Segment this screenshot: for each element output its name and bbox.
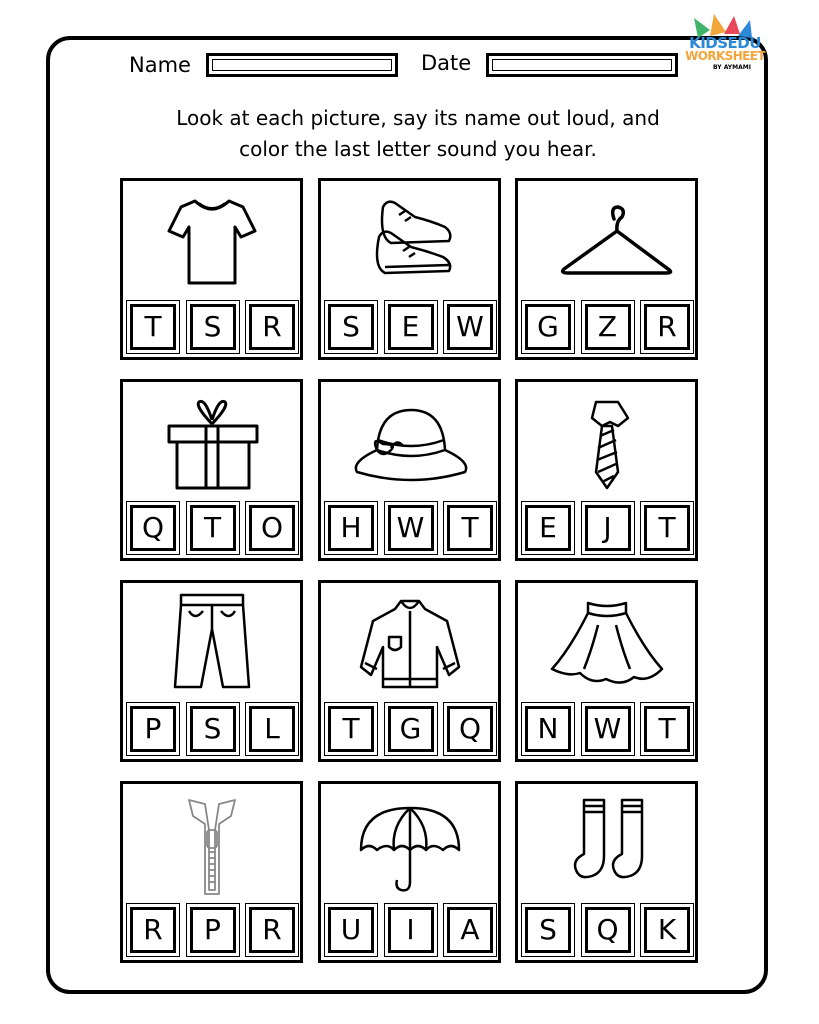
picture-card <box>515 379 698 561</box>
letter-choices <box>525 505 690 553</box>
letter-box[interactable] <box>249 706 295 752</box>
letter-choices <box>328 706 493 754</box>
picture-card <box>120 781 303 963</box>
letter-label: P <box>144 712 162 745</box>
letter-box[interactable] <box>525 304 571 350</box>
letter-box[interactable] <box>644 706 690 752</box>
letter-box[interactable] <box>644 907 690 953</box>
letter-box[interactable] <box>388 907 434 953</box>
logo-byline: BY AYMAMI <box>713 64 751 71</box>
letter-box[interactable] <box>130 706 176 752</box>
t-shirt-icon <box>123 187 300 295</box>
letter-choices <box>525 706 690 754</box>
sneakers-icon <box>321 187 498 295</box>
letter-label: G <box>399 712 422 745</box>
letter-label: S <box>342 310 360 343</box>
letter-label: J <box>603 511 612 544</box>
letter-label: T <box>658 712 676 745</box>
letter-box[interactable] <box>585 505 631 551</box>
letter-box[interactable] <box>525 706 571 752</box>
pants-icon <box>123 589 300 697</box>
hanger-icon <box>518 187 695 295</box>
gift-icon <box>123 388 300 496</box>
letter-label: O <box>260 511 284 544</box>
letter-label: S <box>539 913 557 946</box>
logo-line1: KIDSEDU <box>689 34 761 52</box>
letter-label: U <box>340 913 362 946</box>
picture-card <box>120 178 303 360</box>
logo-line2: WORKSHEET <box>685 49 765 63</box>
letter-label: Q <box>596 913 619 946</box>
letter-label: G <box>537 310 559 343</box>
letter-box[interactable] <box>525 907 571 953</box>
letter-box[interactable] <box>585 706 631 752</box>
letter-choices <box>130 304 295 352</box>
jacket-icon <box>321 589 498 697</box>
tie-icon <box>518 388 695 496</box>
letter-label: Q <box>458 712 482 745</box>
instructions: Look at each picture, say its name out loud, and color the last letter sound you hear. <box>176 106 660 161</box>
letter-box[interactable] <box>249 907 295 953</box>
letter-label: T <box>461 511 479 544</box>
letter-label: T <box>203 511 222 544</box>
date-field[interactable] <box>486 53 678 77</box>
letter-box[interactable] <box>388 304 434 350</box>
letter-label: R <box>262 913 282 946</box>
letter-box[interactable] <box>447 907 493 953</box>
letter-box[interactable] <box>447 706 493 752</box>
letter-box[interactable] <box>328 505 374 551</box>
letter-label: W <box>396 511 425 544</box>
letter-box[interactable] <box>328 304 374 350</box>
letter-box[interactable] <box>190 907 236 953</box>
letter-label: Q <box>141 511 165 544</box>
letter-label: W <box>456 310 484 343</box>
picture-card <box>318 379 501 561</box>
letter-box[interactable] <box>447 505 493 551</box>
letter-label: T <box>342 712 360 745</box>
letter-label: N <box>537 712 559 745</box>
letter-label: T <box>658 511 676 544</box>
letter-choices <box>525 304 690 352</box>
letter-choices <box>328 505 493 553</box>
skirt-icon <box>518 589 695 697</box>
letter-label: E <box>539 511 557 544</box>
letter-label: Z <box>597 310 618 343</box>
letter-choices <box>130 505 295 553</box>
letter-box[interactable] <box>585 907 631 953</box>
letter-box[interactable] <box>249 304 295 350</box>
letter-box[interactable] <box>388 505 434 551</box>
letter-box[interactable] <box>388 706 434 752</box>
letter-choices <box>328 907 493 955</box>
letter-box[interactable] <box>130 505 176 551</box>
letter-label: P <box>204 913 221 946</box>
letter-box[interactable] <box>447 304 493 350</box>
letter-label: S <box>203 310 222 343</box>
letter-box[interactable] <box>525 505 571 551</box>
hat-icon <box>321 388 498 496</box>
date-label: Date <box>421 51 472 75</box>
letter-label: R <box>657 310 677 343</box>
letter-label: K <box>657 913 677 946</box>
name-field[interactable] <box>206 53 398 77</box>
letter-label: W <box>593 712 622 745</box>
letter-box[interactable] <box>644 505 690 551</box>
letter-label: H <box>340 511 362 544</box>
letter-label: A <box>460 913 480 946</box>
letter-choices <box>328 304 493 352</box>
letter-box[interactable] <box>328 706 374 752</box>
letter-box[interactable] <box>190 304 236 350</box>
letter-box[interactable] <box>249 505 295 551</box>
letter-choices <box>130 907 295 955</box>
letter-label: I <box>406 913 415 946</box>
letter-box[interactable] <box>190 505 236 551</box>
picture-card <box>318 781 501 963</box>
letter-box[interactable] <box>130 304 176 350</box>
picture-card <box>120 379 303 561</box>
letter-box[interactable] <box>328 907 374 953</box>
letter-label: S <box>203 712 222 745</box>
letter-label: T <box>144 310 162 343</box>
letter-label: L <box>264 712 280 745</box>
picture-card <box>515 781 698 963</box>
socks-icon <box>518 790 695 898</box>
kidsedu-logo <box>684 12 766 80</box>
letter-choices <box>525 907 690 955</box>
letter-label: R <box>262 310 282 343</box>
letter-label: E <box>401 310 420 343</box>
picture-card <box>318 178 501 360</box>
letter-label: R <box>143 913 163 946</box>
letter-box[interactable] <box>130 907 176 953</box>
umbrella-icon <box>321 790 498 898</box>
name-label: Name <box>129 53 191 77</box>
letter-box[interactable] <box>585 304 631 350</box>
letter-box[interactable] <box>190 706 236 752</box>
picture-card <box>318 580 501 762</box>
picture-card <box>515 580 698 762</box>
letter-box[interactable] <box>644 304 690 350</box>
picture-card <box>120 580 303 762</box>
letter-choices <box>130 706 295 754</box>
zipper-icon <box>123 790 300 898</box>
picture-card <box>515 178 698 360</box>
